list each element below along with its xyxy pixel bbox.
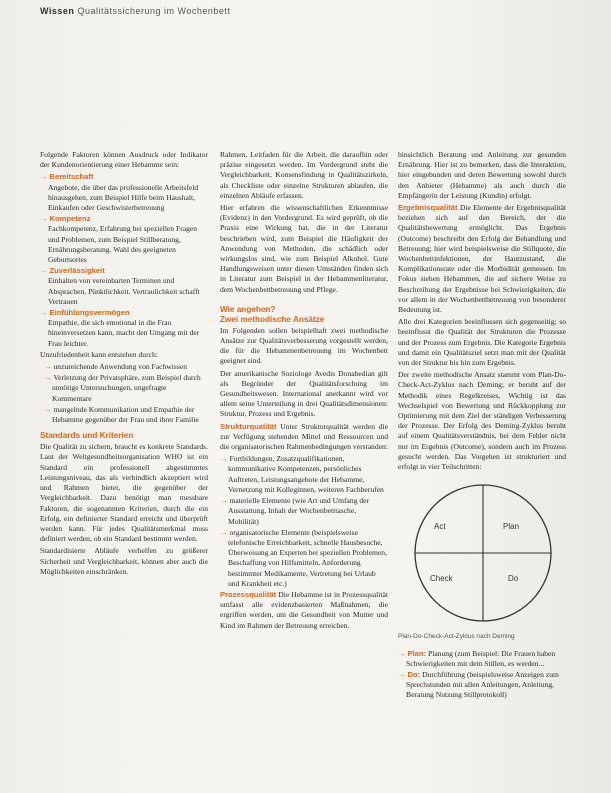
paragraph: Strukturqualität Unter Strukturqualität werden die zur Verfügung stehenden Mittel und Ressourcen und die organisatorischen Rahmenbedingungen verstanden: [220,421,388,452]
list-item: → Plan: Planung (zum Beispiel: Die Frauen haben Schwierigkeiten mit dem Stillen, es werden... [398,648,556,668]
running-header [40,6,230,16]
arrow-icon: → [220,454,230,464]
figure-caption: Plan-Do-Check-Act-Zyklus nach Deming [398,633,515,641]
standards-paragraph-2: Standardisierte Abläufe verhelfen zu größerer Sicherheit und Vergleichbarkeit, können aber auch die Möglichkeiten einschränken. [40,546,208,576]
paragraph: Der amerikanische Soziologe Avedis Donabedian gilt als Begründer der Qualitätsforschung im Gesundheitswesen. International anerkannt wird vor allem seine Unterteilung in drei Qualitätsdimensionen: Struktur, Prozess und Ergebnis. [220,368,388,419]
arrow-icon: → [220,496,230,506]
arrow-icon: → [40,214,50,224]
paragraph: Der zweite methodische Ansatz stammt vom Plan-Do-Check-Act-Zyklus nach Deming; er beruht auf der Methodik eines Regelkreises, Wichtig ist das Wechselspiel von Bewertung und Rückkopplung zur Optimierung mit dem Ziel der ständigen Verbesserung der Prozesse. Der Erfolg des Deming-Zyklus beruht auf einem Qualitätsverständnis, bei dem Fehler nicht nur im Ergebnis (Outcome), sondern auch im Prozess gesucht werden. Das Vorgehen ist strukturiert und erfolgt in vier Teilschritten: [398,370,566,472]
paragraph: Rahmen, Leitfaden für die Arbeit, die daraufhin oder präzise eingesetzt werden. Im Vordergrund steht die Vergleichbarkeit, Konsensfindung in Qualitätszirkeln, als Checkliste oder einzelne Strukturen ablaufen, die einzelnen Abläufe erfassen. [220,150,388,200]
header-section: Wissen [40,6,75,16]
column-3 [398,150,566,702]
cycle-circle [408,478,558,628]
paragraph: Im Folgenden sollen beispielhaft zwei methodische Ansätze zur Qualitätsverbesserung vorgestellt werden, die für die Hebammenbetreuung im Wochenbett geeignet sind. [220,325,388,366]
cycle-label-act: Act [434,522,446,532]
paragraph: Hier erfahren die wissenschaftlichen Erkenntnisse (Evidenz) in den Vordergrund. Es wird geprüft, ob die Praxis eine Wirkung hat, die in der Literatur beschrieben wird, zum Beispiel die Häufigkeit der Anwendung von Methoden, die schädlich oder wirkungslos sind, wie zum Beispiel Alkohol. Gute Handlungsweisen unter diesen Umständen finden sich in Literatur zum Beispiel in der Hebammenliteratur, dem Wochenbettbetreuung und Pflege. [220,203,388,294]
section-heading: Standards und Kriterien [40,431,134,441]
pdca-cycle-diagram [408,478,558,628]
column-2 [220,150,388,633]
arrow-icon: → [40,308,50,318]
intro-paragraph: Folgende Faktoren können Ausdruck oder Indikator der Kundenorientierung einer Hebamme sein: [40,150,208,170]
arrow-icon: → [398,648,408,658]
list-item: → Fortbildungen, Zusatzqualifikationen, kommunikative Kompetenzen, persönliches Auftreten, Leistungsangebote der Hebamme, Vernetzung mit Kolleginnen, weiteren Fachberufen [220,454,384,494]
arrow-icon: → [44,404,54,414]
paragraph: hinsichtlich Beratung und Anleitung zur gesunden Ernährung. Hier ist zu bemerken, dass die Interaktion, hier eingebunden und deren Bewertung sowohl durch den Anbieter (Hebamme) als auch durch die Empfängerin der Leistung (Kundin) erfolgt. [398,150,566,200]
header-title: Qualitätssicherung im Wochenbett [77,6,231,16]
list-item: → organisatorische Elemente (beispielsweise telefonische Erreichbarkeit, schnelle Hausbesuche, Überweisung an Experten bei speziellen Problemen, Beschaffung von Hilfsmitteln, Anforderung bestimmter Medikamente, Vertretung bei Urlaub und Krankheit etc.) [220,527,387,588]
list-item: → materielle Elemente (wie Art und Umfang der Ausstattung, Inhalt der Wochenbetttasche, Mobilität) [220,496,370,526]
arrow-icon: → [44,373,54,383]
arrow-icon: → [398,669,408,679]
arrow-icon: → [44,362,54,372]
cycle-label-do: Do [508,574,519,584]
list-item: → Do: Durchführung (beispielsweise Anzeigen zum Sprechstunden mit allen Anleitungen, Anleitung, Beratung Nutzung Stillprotokoll) [398,669,559,700]
standards-paragraph: Die Qualität zu sichern, braucht es konkrete Standards. Laut der Weltgesundheitsorganisation WHO ist ein Standard ein professionell abgestimmtes Leistungsniveau, das als verbindlich akzeptiert wird und Rahmen bietet, die gegenüber der Vergleichbarkeit. Dazu benötigt man messbare Faktoren, die sogenannten Kriterien, durch die ein Erfolg, ein definierter Standard erreicht und überprüft werden kann. Für jedes Qualitätsmerkmal muss definiert werden, ob ein Standard bestimmt werden. [40,442,208,544]
list-item: → Kompetenz Fachkompetenz, Erfahrung bei speziellen Fragen und Problemen, zum Beispiel Stillberatung, Ernährungsberatung. Wahl des geeigneten Geburtsortes [40,214,198,265]
arrow-icon: → [220,527,230,537]
arrow-icon: → [40,172,50,182]
arrow-icon: → [40,266,50,276]
list-item: → Verletzung der Privatsphäre, zum Beispiel durch unnötige Untersuchungen, ungefragte Kommentare [44,373,201,403]
list-item: → Einfühlungsvermögen Empathie, die sich emotional in die Frau hineinversetzen kann, macht den Umgang mit der Frau leichter. [40,308,200,348]
list-item: → unzureichende Anwendung von Fachwissen [44,362,187,372]
column-1 [40,150,208,579]
paragraph: Alle drei Kategorien beeinflussen sich gegenseitig; so beeinflusst die Qualität der Strukturen die Prozesse und der Prozess zum Ergebnis. Die Kategorie Ergebnis und damit ein Qualitätsziel setzt man mit der Qualität von der Struktur bis hin zum Ergebnis. [398,317,566,368]
list-item: → mangelnde Kommunikation und Empathie der Hebamme gegenüber der Frau und ihrer Familie [44,404,199,425]
section-heading: Wie angehen? Zwei methodische Ansätze [220,304,325,324]
intro2-paragraph: Unzufriedenheit kann entstehen durch: [40,349,158,359]
cycle-label-check: Check [430,574,453,584]
cycle-label-plan: Plan [503,522,520,532]
list-item: → Bereitschaft Angebote, die über das professionelle Arbeitsfeld hinausgehen, zum Beispiel Hilfe beim Haushalt, Einkaufen oder Geschwisterbetreuung [40,172,199,213]
paragraph: Ergebnisqualität Die Elemente der Ergebnisqualität beziehen sich auf den Bereich, der die Qualitätsbewertung ermöglicht. Das Ergebnis (Outcome) beschreibt den Erfolg der Behandlung und Betreuung; hier wird beispielsweise die Stillquote, die Wochenbettinfektionen, der Hautzustand, die Komplikationsrate oder die Morbidität gemessen. Im Fokus stehen Hebammen, die auf sichere Weise zu Beschreibung der Ergebnisse bei Schwierigkeiten, die vor allem in der Wochenbettbetreuung von besonderer Bedeutung ist. [398,203,566,315]
paragraph: Prozessqualität Die Hebamme ist in Prozessqualität umfasst alle evidenzbasierten Maßnahmen, die ergriffen werden, um die Gesundheit von Mutter und Kind im Rahmen der Betreuung erreichen. [220,589,388,630]
list-item: → Zuverlässigkeit Einhalten von vereinbarten Terminen und Absprachen, Pünktlichkeit. Vertraulichkeit schafft Vertrauen [40,266,200,306]
